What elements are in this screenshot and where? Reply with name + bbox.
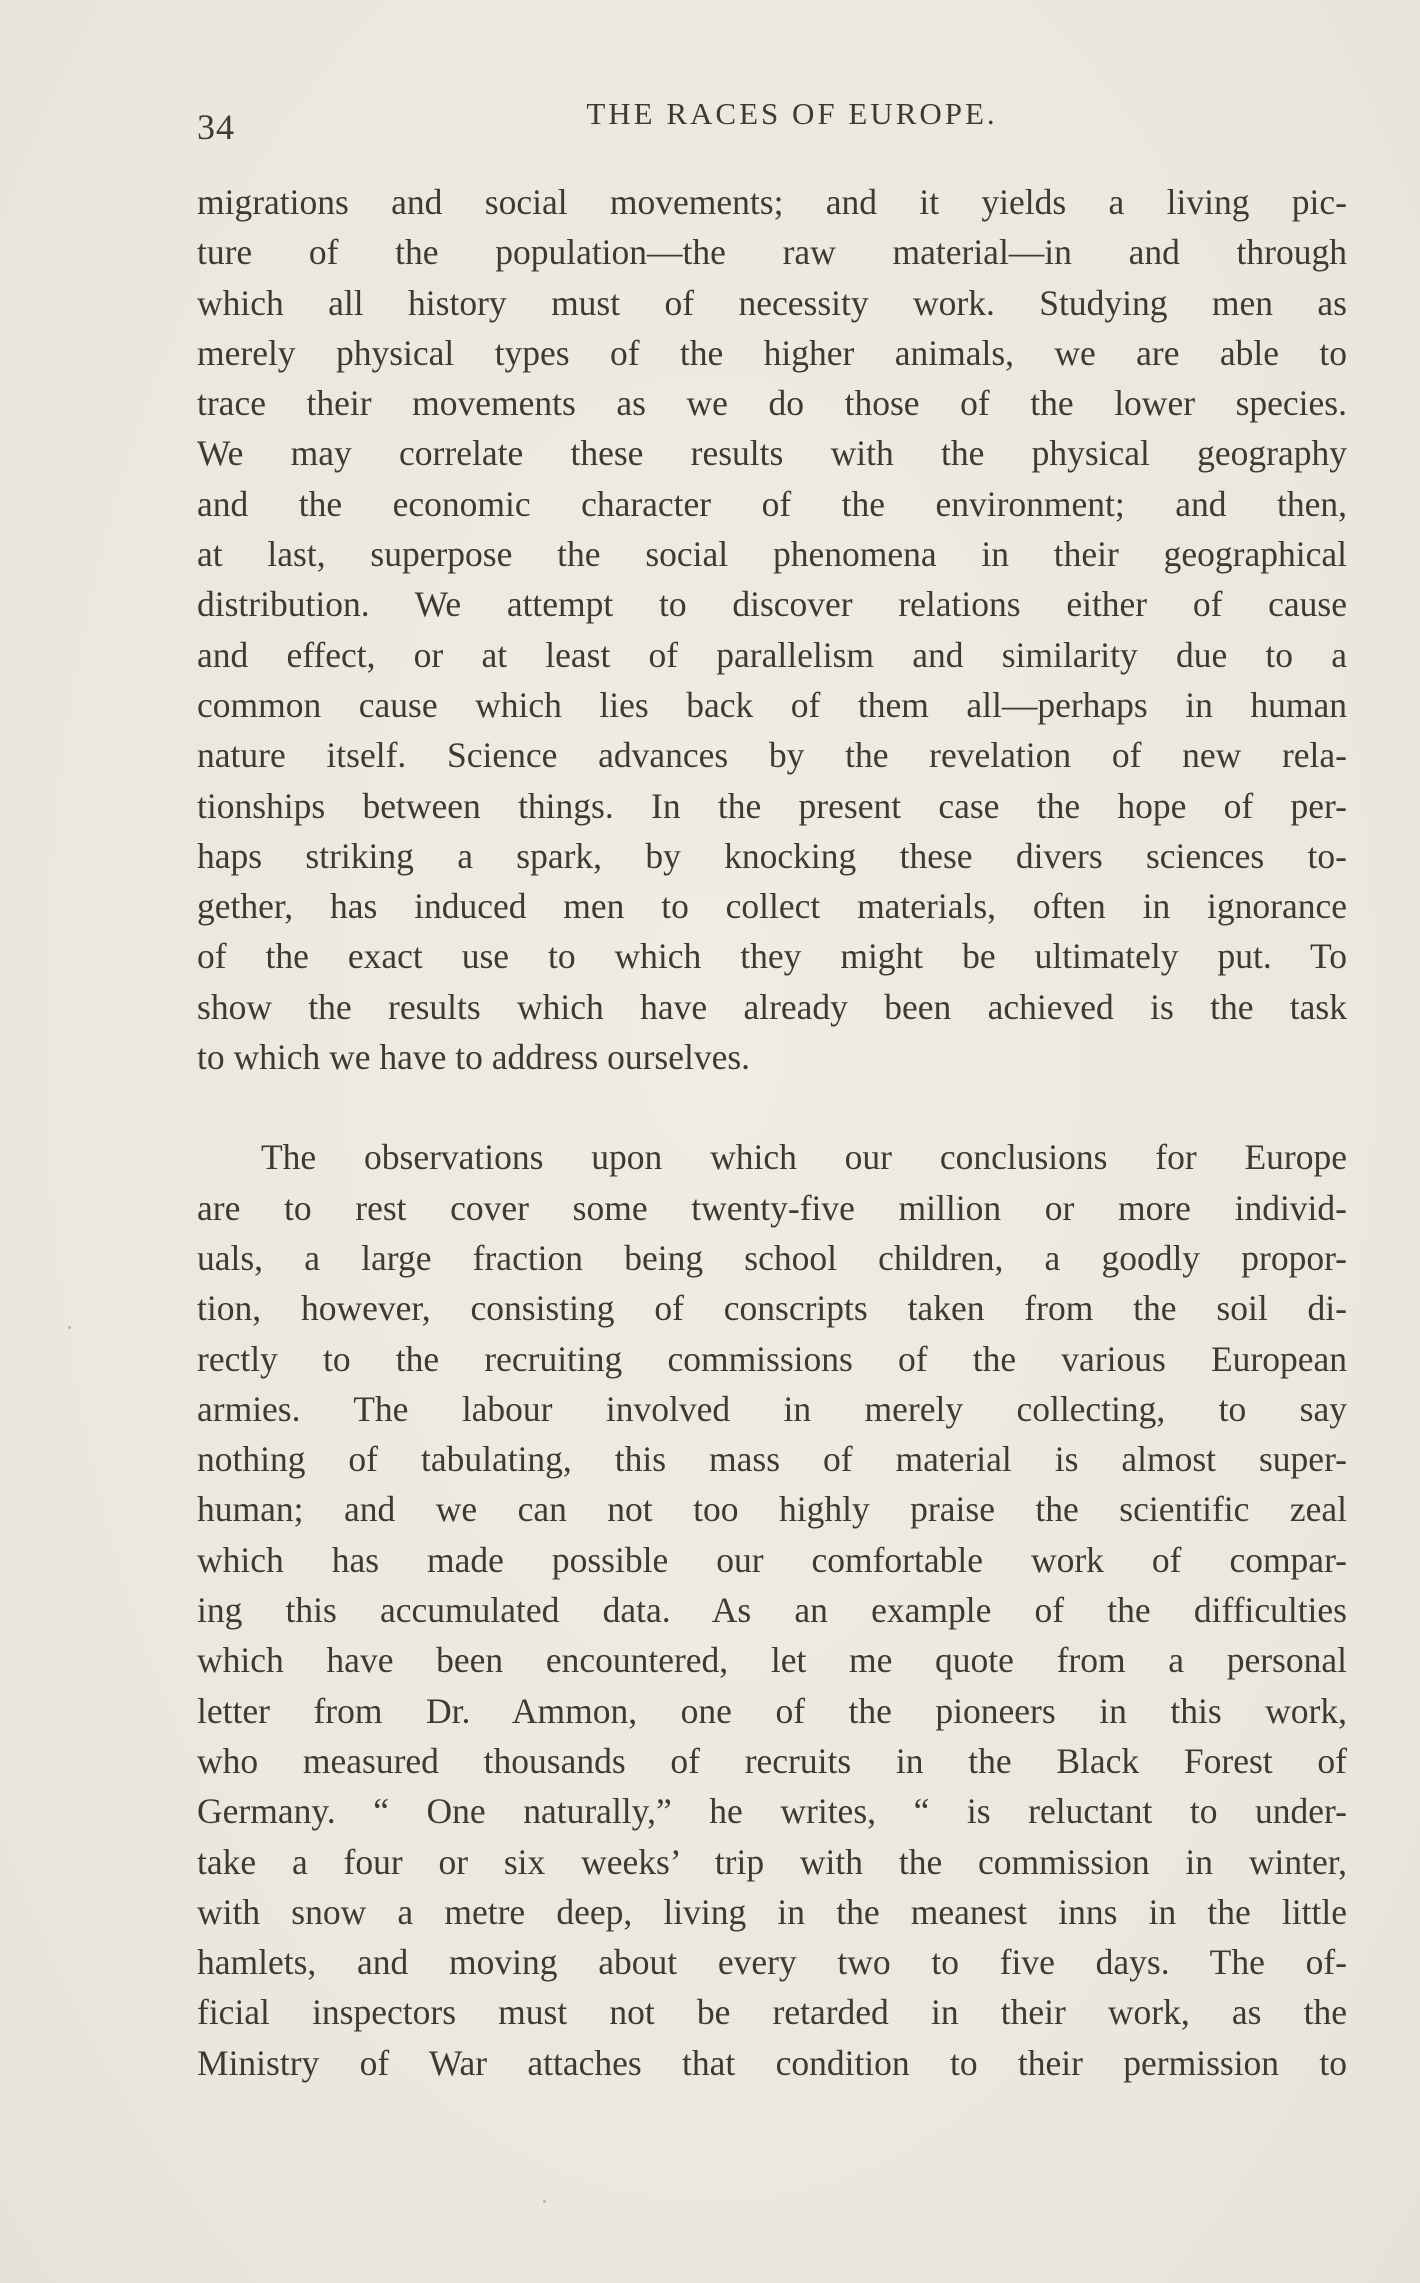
text-line: with snow a metre deep, living in the meanest inns in the little [197,1891,1347,1932]
text-line: at last, superpose the social phenomena in their geographical [197,534,1347,575]
text-line: armies. The labour involved in merely collecting, to say [197,1388,1347,1429]
text-line: trace their movements as we do those of the lower species. [197,383,1347,424]
paragraph-1 [197,177,1347,1082]
text-line: merely physical types of the higher animals, we are able to [197,332,1347,373]
text-line: who measured thousands of recruits in the Black Forest of [197,1740,1347,1781]
text-line: nothing of tabulating, this mass of material is almost super- [197,1439,1347,1480]
text-line: letter from Dr. Ammon, one of the pioneers in this work, [197,1690,1347,1731]
text-line: are to rest cover some twenty-five million or more individ- [197,1187,1347,1228]
text-line: tionships between things. In the present case the hope of per- [197,785,1347,826]
text-line: which all history must of necessity work. Studying men as [197,282,1347,323]
text-line: of the exact use to which they might be ultimately put. To [197,936,1347,977]
text-line: gether, has induced men to collect materials, often in ignorance [197,886,1347,927]
text-line: ficial inspectors must not be retarded in their work, as the [197,1992,1347,2033]
text-line: tion, however, consisting of conscripts taken from the soil di- [197,1288,1347,1329]
text-line: nature itself. Science advances by the revelation of new rela- [197,735,1347,776]
paragraph-gap [197,1082,1347,1132]
text-line: distribution. We attempt to discover relations either of cause [197,584,1347,625]
text-line: which have been encountered, let me quote from a personal [197,1640,1347,1681]
body-text [197,177,1347,2088]
text-line: and the economic character of the environment; and then, [197,483,1347,524]
text-line: human; and we can not too highly praise the scientific zeal [197,1489,1347,1530]
text-line: rectly to the recruiting commissions of the various European [197,1338,1347,1379]
text-line: common cause which lies back of them all—perhaps in human [197,684,1347,725]
text-line: hamlets, and moving about every two to five days. The of- [197,1942,1347,1983]
text-line: We may correlate these results with the physical geography [197,433,1347,474]
running-head: THE RACES OF EUROPE. [586,96,998,131]
text-line: ing this accumulated data. As an example of the difficulties [197,1590,1347,1631]
text-line: migrations and social movements; and it yields a living pic- [197,182,1347,222]
text-line: take a four or six weeks’ trip with the commission in winter, [197,1841,1347,1882]
text-line: Germany. “ One naturally,” he writes, “ is reluctant to under- [197,1791,1347,1832]
text-line: show the results which have already been achieved is the task [197,986,1347,1027]
paper-speck [543,2200,546,2203]
text-line: ture of the population—the raw material—in and through [197,232,1347,273]
text-line: uals, a large fraction being school children, a goodly propor- [197,1237,1347,1278]
page-header [197,92,1347,147]
text-line: The observations upon which our conclusions for Europe [261,1137,1347,1178]
text-line: to which we have to address ourselves. [197,1037,751,1078]
paper-speck [68,1326,71,1329]
text-line: haps striking a spark, by knocking these divers sciences to- [197,835,1347,876]
text-line: and effect, or at least of parallelism and similarity due to a [197,634,1347,675]
text-line: which has made possible our comfortable work of compar- [197,1539,1347,1580]
page-number: 34 [197,107,235,147]
paragraph-2 [197,1132,1347,2088]
text-line: Ministry of War attaches that condition to their permission to [197,2042,1347,2083]
